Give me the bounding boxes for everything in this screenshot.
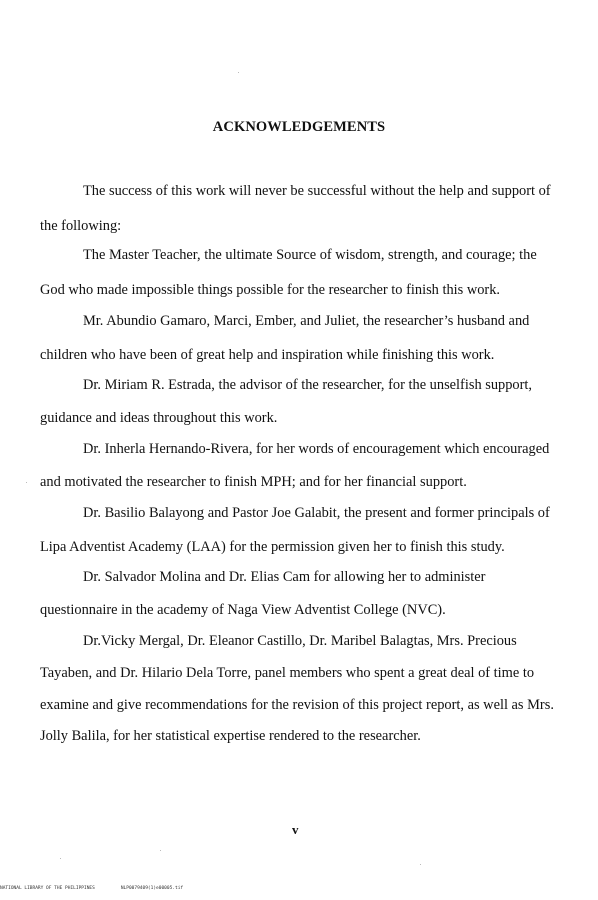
paragraph-line: The Master Teacher, the ultimate Source of wisdom, strength, and courage; the [83,247,537,263]
paragraph-line: Dr. Inherla Hernando-Rivera, for her words of encouragement which encouraged [83,441,550,457]
scan-speck [160,850,161,851]
paragraph-line: Dr.Vicky Mergal, Dr. Eleanor Castillo, Dr. Maribel Balagtas, Mrs. Precious [83,633,517,649]
paragraph-line: God who made impossible things possible for the researcher to finish this work. [40,282,501,298]
page-title: ACKNOWLEDGEMENTS [212,119,386,135]
paragraph-line: Dr. Miriam R. Estrada, the advisor of the researcher, for the unselfish support, [83,377,533,393]
paragraph-line: Jolly Balila, for her statistical expertise rendered to the researcher. [40,728,421,744]
footer-file-code: NLP0079409(1)e00005.tif [120,886,184,891]
page-number: v [292,822,299,837]
paragraph-line: Lipa Adventist Academy (LAA) for the permission given her to finish this study. [40,539,505,555]
scan-speck [60,858,61,859]
footer-stamp [0,886,183,891]
paragraph-line: Dr. Salvador Molina and Dr. Elias Cam for allowing her to administer [83,569,486,585]
scan-speck [420,864,421,865]
paragraph-line: Tayaben, and Dr. Hilario Dela Torre, panel members who spent a great deal of time to [40,665,535,681]
paragraph-line: the following: [40,218,122,234]
paragraph-line: children who have been of great help and inspiration while finishing this work. [40,347,495,363]
paragraph-line: guidance and ideas throughout this work. [40,410,278,426]
paragraph-line: Mr. Abundio Gamaro, Marci, Ember, and Juliet, the researcher’s husband and [83,313,530,329]
paragraph-line: questionnaire in the academy of Naga View Adventist College (NVC). [40,602,446,618]
scan-speck [26,482,27,483]
paragraph-line: Dr. Basilio Balayong and Pastor Joe Galabit, the present and former principals of [83,505,550,521]
paragraph-line: The success of this work will never be successful without the help and support of [83,183,551,199]
footer-library-name: NATIONAL LIBRARY OF THE PHILIPPINES [0,886,95,891]
paragraph-line: examine and give recommendations for the revision of this project report, as well as Mrs. [40,697,554,713]
paragraph-line: and motivated the researcher to finish MPH; and for her financial support. [40,474,467,490]
scan-speck [238,72,239,73]
